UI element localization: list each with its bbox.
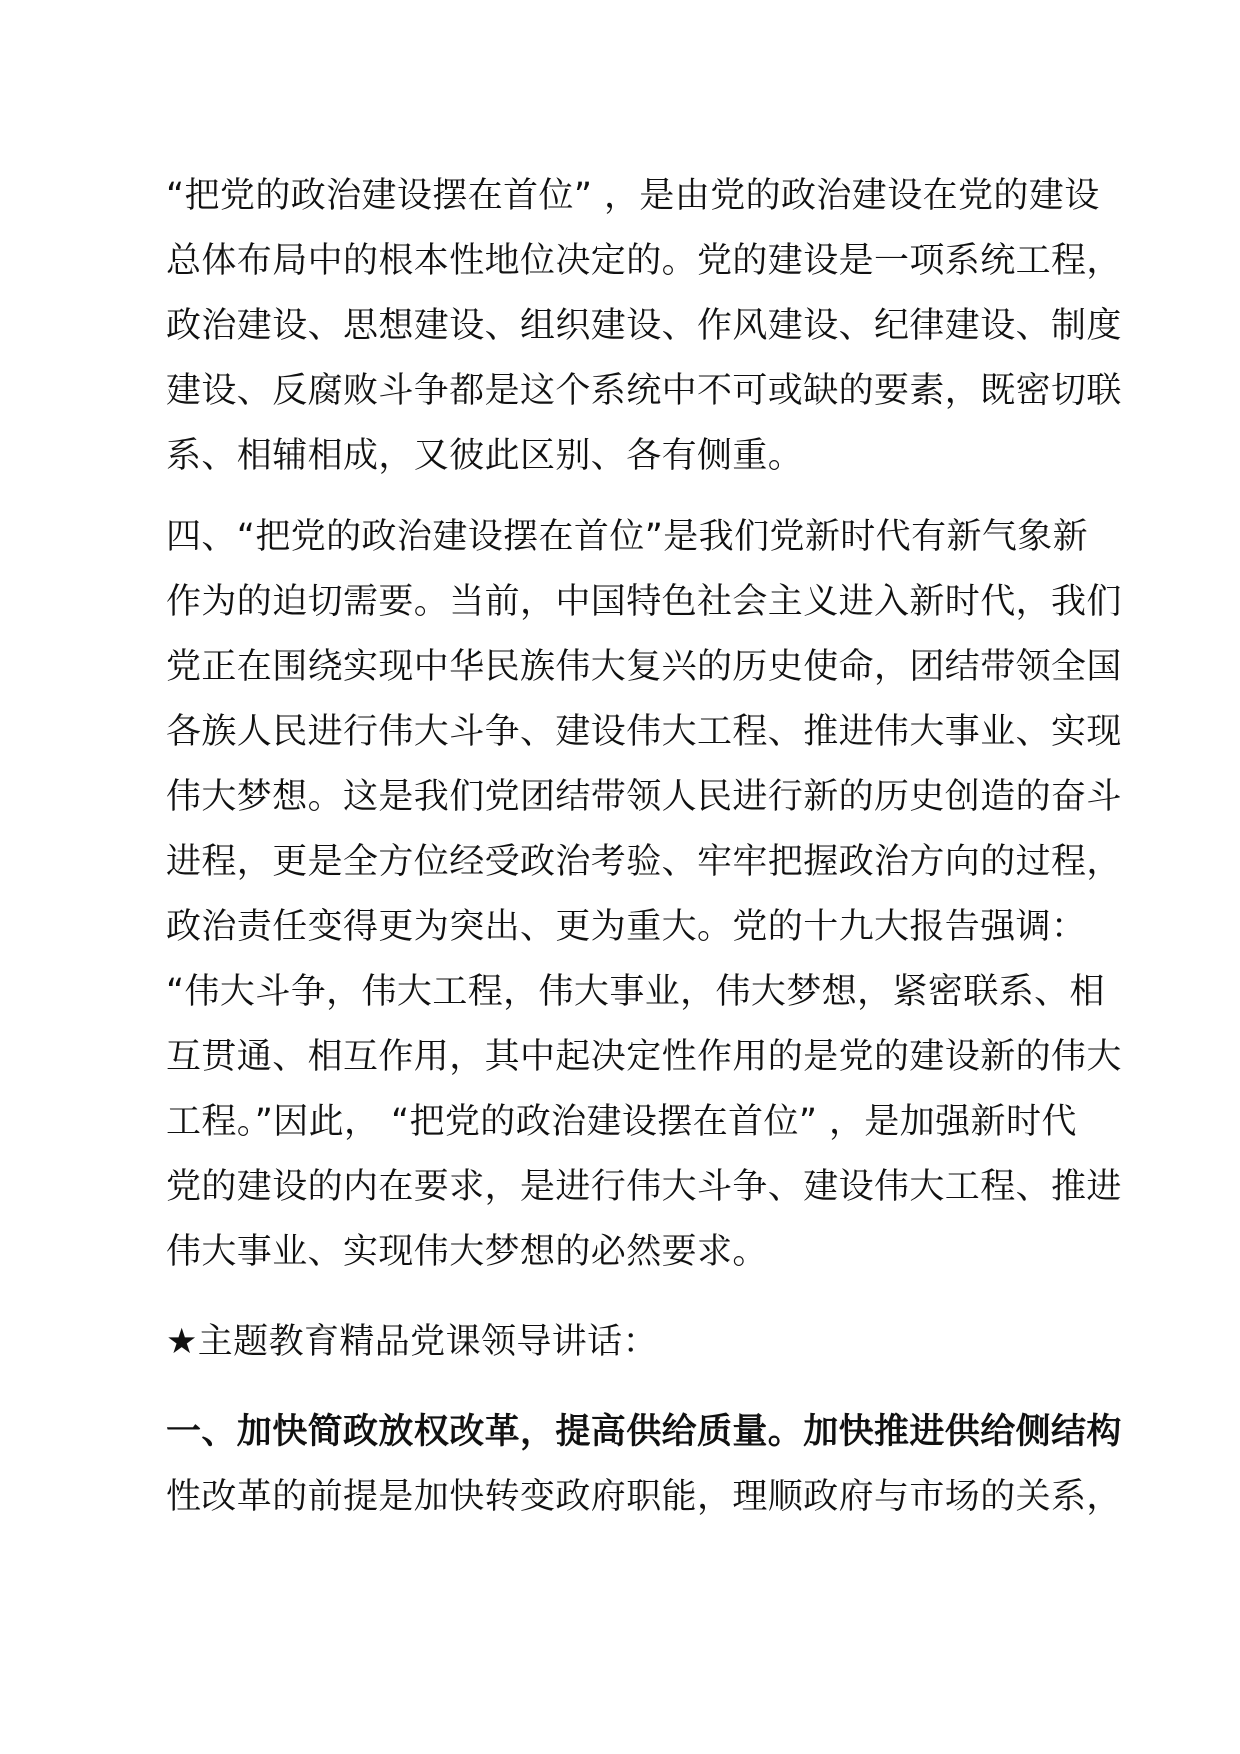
paragraph-2-line-4: 各族人民进行伟大斗争、建设伟大工程、推进伟大事业、实现 <box>166 712 1122 752</box>
paragraph-2-line-12: 伟大事业、实现伟大梦想的必然要求。 <box>166 1232 768 1272</box>
paragraph-2-line-2: 作为的迫切需要。当前，中国特色社会主义进入新时代，我们 <box>166 582 1122 622</box>
paragraph-2-line-1: 四、“把党的政治建设摆在首位”是我们党新时代有新气象新 <box>166 517 1089 557</box>
paragraph-1-line-4: 建设、反腐败斗争都是这个系统中不可或缺的要素，既密切联 <box>166 371 1122 411</box>
paragraph-2-line-7: 政治责任变得更为突出、更为重大。党的十九大报告强调： <box>166 907 1087 947</box>
paragraph-3-line-2: 性改革的前提是加快转变政府职能，理顺政府与市场的关系， <box>166 1477 1122 1517</box>
paragraph-2-line-10: 工程。”因此， “把党的政治建设摆在首位” ，是加强新时代 <box>166 1102 1077 1142</box>
paragraph-2-line-3: 党正在围绕实现中华民族伟大复兴的历史使命，团结带领全国 <box>166 647 1122 687</box>
section-heading: ★主题教育精品党课领导讲话： <box>166 1322 658 1362</box>
paragraph-2-line-6: 进程，更是全方位经受政治考验、牢牢把握政治方向的过程， <box>166 842 1122 882</box>
paragraph-3-line-1: 一、加快简政放权改革，提高供给质量。加快推进供给侧结构 <box>166 1412 1122 1452</box>
paragraph-2-line-9: 互贯通、相互作用，其中起决定性作用的是党的建设新的伟大 <box>166 1037 1122 1077</box>
paragraph-1-line-1: “把党的政治建设摆在首位” ，是由党的政治建设在党的建设 <box>166 176 1100 216</box>
paragraph-2-line-5: 伟大梦想。这是我们党团结带领人民进行新的历史创造的奋斗 <box>166 777 1122 817</box>
paragraph-1-line-2: 总体布局中的根本性地位决定的。党的建设是一项系统工程， <box>166 241 1122 281</box>
paragraph-2-line-11: 党的建设的内在要求，是进行伟大斗争、建设伟大工程、推进 <box>166 1167 1122 1207</box>
paragraph-1-line-5: 系、相辅相成，又彼此区别、各有侧重。 <box>166 436 804 476</box>
paragraph-2-line-8: “伟大斗争，伟大工程，伟大事业，伟大梦想，紧密联系、相 <box>166 972 1105 1012</box>
paragraph-1-line-3: 政治建设、思想建设、组织建设、作风建设、纪律建设、制度 <box>166 306 1122 346</box>
